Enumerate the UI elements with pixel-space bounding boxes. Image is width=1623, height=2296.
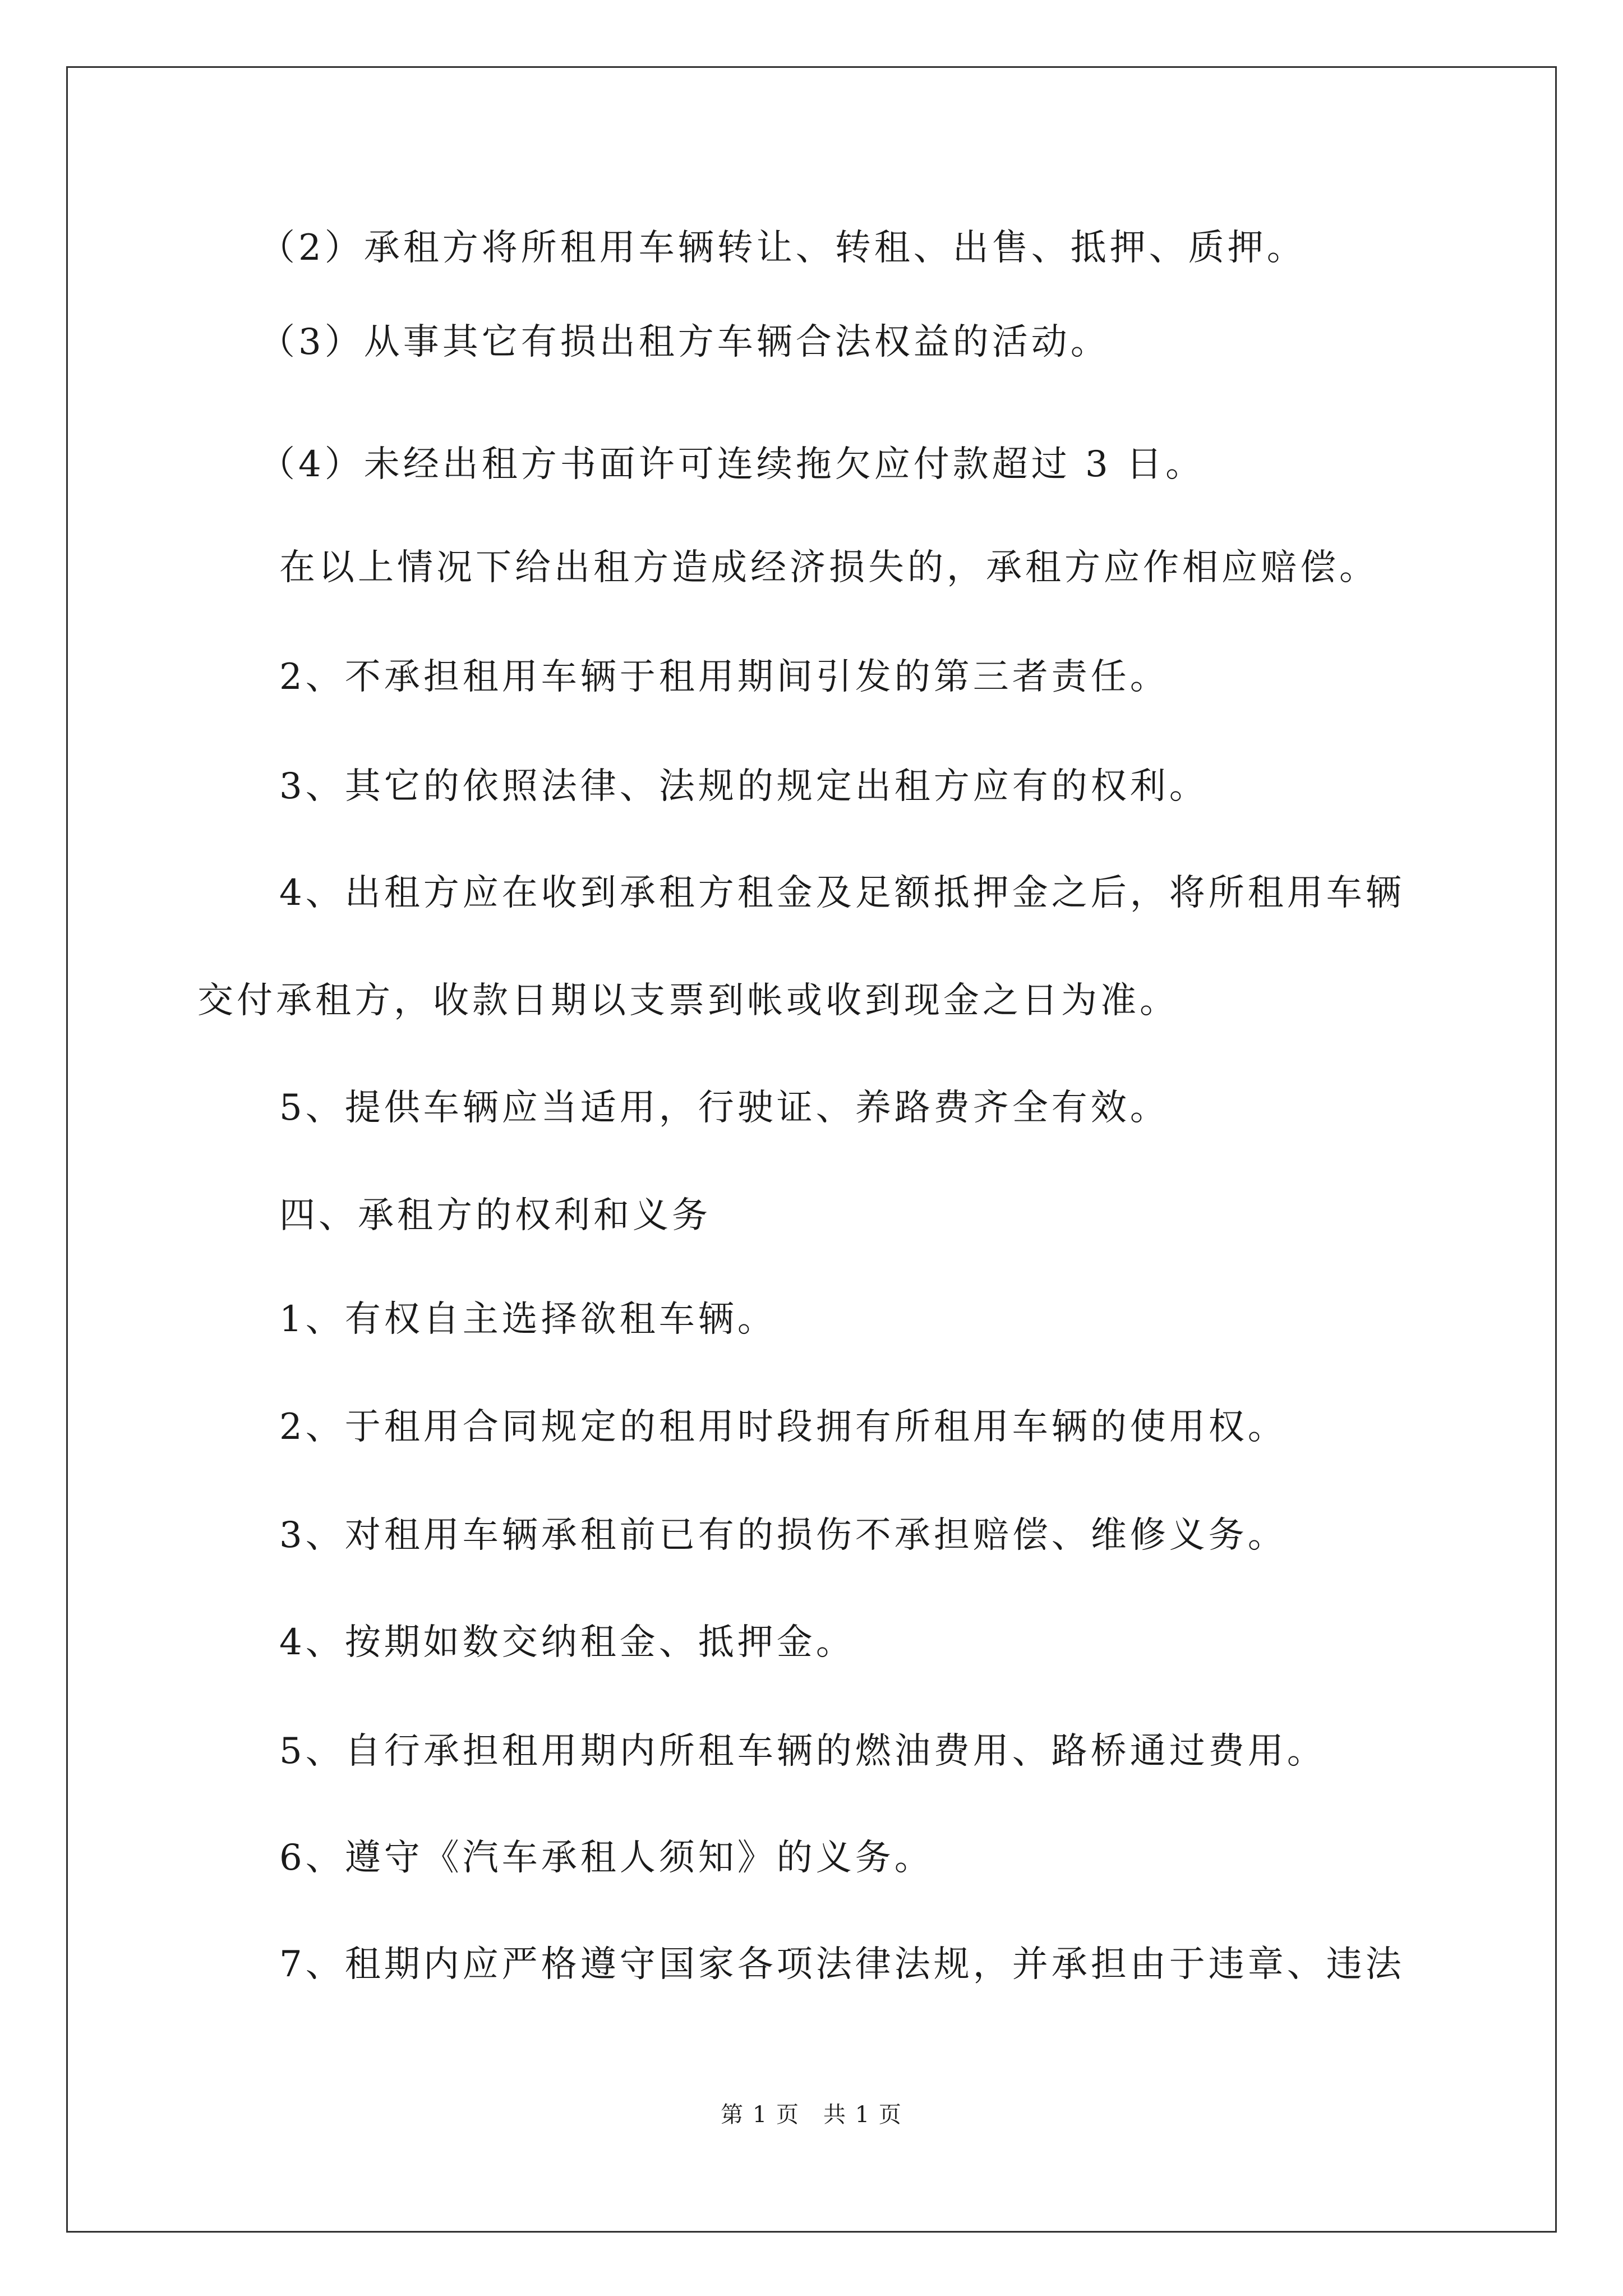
paragraph-line: 交付承租方，收款日期以支票到帐或收到现金之日为准。: [197, 980, 1179, 1022]
paragraph-line: 3、对租用车辆承租前已有的损伤不承担赔偿、维修义务。: [279, 1515, 1287, 1556]
paragraph-line: 6、遵守《汽车承租人须知》的义务。: [279, 1837, 934, 1879]
paragraph-line: 2、于租用合同规定的租用时段拥有所租用车辆的使用权。: [279, 1406, 1287, 1448]
paragraph-line: （4）未经出租方书面许可连续拖欠应付款超过 3 日。: [259, 444, 1205, 485]
paragraph-line: （2）承租方将所租用车辆转让、转租、出售、抵押、质押。: [259, 227, 1306, 269]
paragraph-line: 5、自行承担租用期内所租车辆的燃油费用、路桥通过费用。: [279, 1731, 1326, 1772]
section-heading: 四、承租方的权利和义务: [279, 1195, 711, 1236]
paragraph-line: 1、有权自主选择欲租车辆。: [279, 1299, 777, 1340]
paragraph-line: （3）从事其它有损出租方车辆合法权益的活动。: [259, 321, 1110, 363]
page-border: [66, 66, 1557, 2233]
paragraph-line: 2、不承担租用车辆于租用期间引发的第三者责任。: [279, 656, 1169, 698]
paragraph-line: 5、提供车辆应当适用，行驶证、养路费齐全有效。: [279, 1087, 1169, 1129]
paragraph-line: 3、其它的依照法律、法规的规定出租方应有的权利。: [279, 766, 1209, 807]
paragraph-line: 4、按期如数交纳租金、抵押金。: [279, 1622, 855, 1663]
page-footer: 第 1 页 共 1 页: [721, 2102, 902, 2128]
paragraph-line: 4、出租方应在收到承租方租金及足额抵押金之后，将所租用车辆: [279, 872, 1405, 914]
paragraph-line: 在以上情况下给出租方造成经济损失的，承租方应作相应赔偿。: [279, 547, 1378, 588]
paragraph-line: 7、租期内应严格遵守国家各项法律法规，并承担由于违章、违法: [279, 1944, 1405, 1985]
